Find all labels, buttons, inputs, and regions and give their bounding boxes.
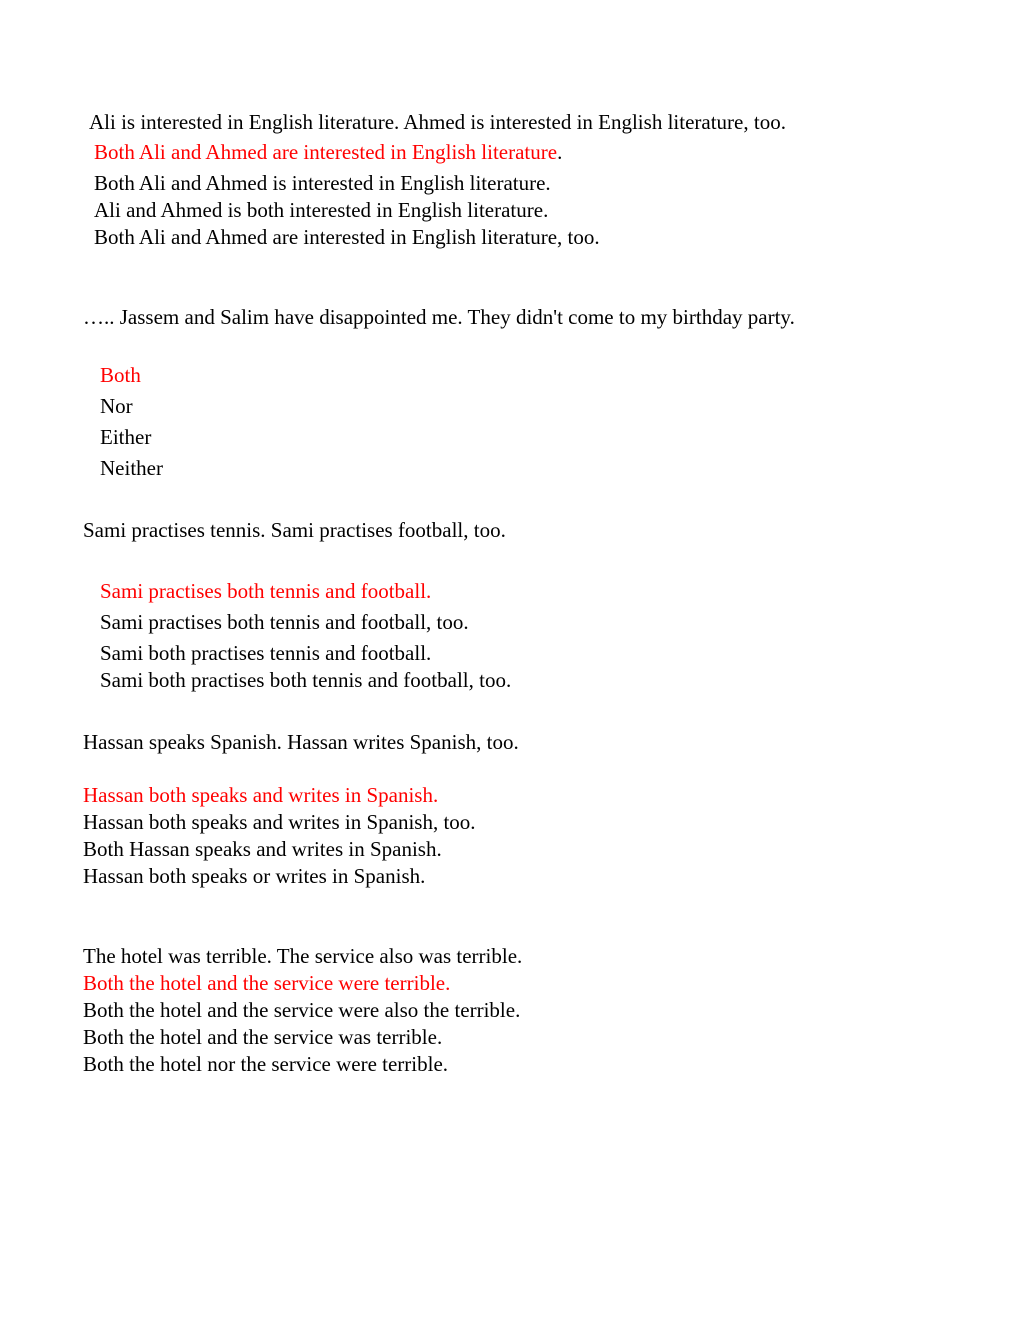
question-4-option-c: Both Hassan speaks and writes in Spanish. — [83, 837, 442, 861]
question-3-option-c: Sami both practises tennis and football. — [100, 641, 432, 665]
question-2-prompt: ….. Jassem and Salim have disappointed me. They didn't come to my birthday party. — [83, 305, 795, 329]
question-3-option-d: Sami both practises both tennis and football, too. — [100, 668, 512, 692]
question-1-prompt: Ali is interested in English literature. Ahmed is interested in English literature, too. — [89, 110, 786, 134]
question-5-prompt: The hotel was terrible. The service also was terrible. — [83, 944, 523, 968]
question-5-answer: Both the hotel and the service were terrible. — [83, 971, 451, 995]
question-1-answer-text: Both Ali and Ahmed are interested in English literature — [94, 140, 558, 164]
question-3-answer: Sami practises both tennis and football. — [100, 579, 432, 603]
question-2-option-d: Neither — [100, 456, 163, 480]
question-4-prompt: Hassan speaks Spanish. Hassan writes Spanish, too. — [83, 730, 519, 754]
question-4-option-d: Hassan both speaks or writes in Spanish. — [83, 864, 426, 888]
question-5-option-b: Both the hotel and the service were also the terrible. — [83, 998, 521, 1022]
question-5-option-c: Both the hotel and the service was terrible. — [83, 1025, 443, 1049]
question-4-answer: Hassan both speaks and writes in Spanish. — [83, 783, 439, 807]
question-1-answer — [94, 142, 562, 163]
question-2-option-b: Nor — [100, 394, 133, 418]
question-3-prompt: Sami practises tennis. Sami practises football, too. — [83, 518, 506, 542]
question-1-option-d: Both Ali and Ahmed are interested in English literature, too. — [94, 225, 600, 249]
question-2-option-c: Either — [100, 425, 152, 449]
question-3-option-b: Sami practises both tennis and football, too. — [100, 610, 469, 634]
question-5-option-d: Both the hotel nor the service were terrible. — [83, 1052, 449, 1076]
question-1-option-b: Both Ali and Ahmed is interested in English literature. — [94, 171, 551, 195]
question-4-option-b: Hassan both speaks and writes in Spanish, too. — [83, 810, 476, 834]
question-2-answer: Both — [100, 363, 141, 387]
question-1-answer-period: . — [557, 140, 563, 164]
question-1-option-c: Ali and Ahmed is both interested in English literature. — [94, 198, 549, 222]
